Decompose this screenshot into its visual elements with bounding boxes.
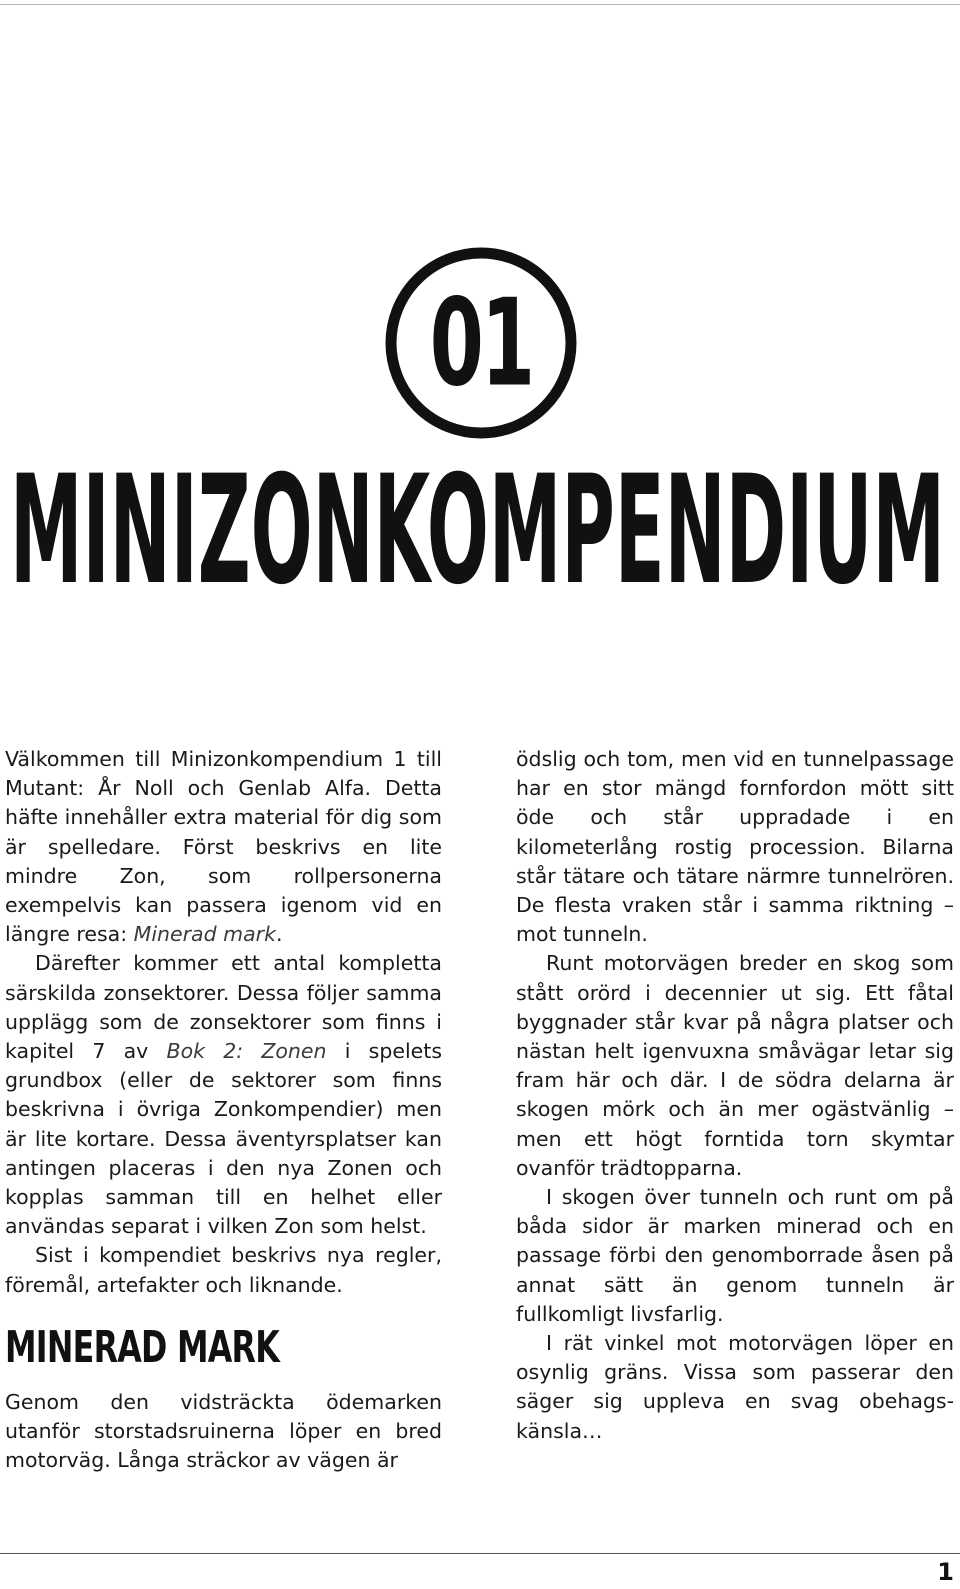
left-column xyxy=(5,745,442,1475)
forest-paragraph: Runt motorvägen breder en skog som stått orörd i decennier ut sig. Ett fåtal byggnader står kvar på några platser och nästan helt igenvuxna småvägar letar sig fram här och där. I de södra delarna är skogen mörk och än mer ogästvänlig – men ett högt forntida torn skymtar ovanför trädtopparna. xyxy=(516,951,954,1180)
highway-paragraph: ödslig och tom, men vid en tunnelpassage har en stor mängd fornfordon mött sitt öde och står uppradade i en kilometerlång rostig procession. Bilarna står tätare och tätare närmre tunnelrören. De flesta vraken står i samma riktning – mot tunneln. xyxy=(516,747,954,947)
chapter-number-badge xyxy=(381,243,581,443)
page-number: 1 xyxy=(937,1558,954,1586)
bottom-rule xyxy=(0,1553,960,1554)
chapter-number: 01 xyxy=(429,272,533,414)
section-paragraph: Genom den vidsträckta ödemarken utanför storstadsruinerna löper en bred motorväg. Långa sträckor av vägen är xyxy=(5,1389,442,1473)
sectors-paragraph: Därefter kommer ett antal kompletta särskilda zonsektorer. Dessa följer samma upplägg som de zonsektorer som finns i kapitel 7 av Bok 2: Zonen i spelets grundbox (eller de sektorer som finns beskrivna i övriga Zonkompendier) men är lite kortare. Dessa äventyrsplatser kan antingen placeras i den nya Zonen och kopplas samman till en helhet eller användas separat i vilken Zon som helst. xyxy=(5,951,442,1239)
rules-paragraph: Sist i kompendiet beskrivs nya regler, föremål, artefakter och liknande. xyxy=(5,1243,442,1297)
section-heading: MINERAD MARK xyxy=(5,1321,280,1373)
border-paragraph: I rät vinkel mot motorvägen löper en osynlig gräns. Vissa som passerar den säger sig uppleva en svag obehagskänsla… xyxy=(516,1331,954,1443)
minefield-paragraph: I skogen över tunneln och runt om på båda sidor är marken minerad och en passage förbi den genomborrade åsen på annat sätt än genom tunneln är fullkomligt livsfarlig. xyxy=(516,1185,954,1326)
top-rule xyxy=(0,4,960,5)
right-column xyxy=(516,745,954,1446)
section-reference: Minerad mark xyxy=(133,922,276,947)
chapter-title-block xyxy=(0,452,960,620)
intro-paragraph: Välkommen till Minizonkompendium 1 till Mutant: År Noll och Genlab Alfa. Detta häfte innehåller extra material för dig som är spelledare. Först beskrivs en lite mindre Zon, som rollpersonerna exempelvis kan passera igenom vid en längre resa: Minerad mark. xyxy=(5,747,442,947)
book-reference: Bok 2: Zonen xyxy=(166,1039,327,1064)
chapter-title: MINIZONKOMPENDIUM xyxy=(10,452,945,618)
